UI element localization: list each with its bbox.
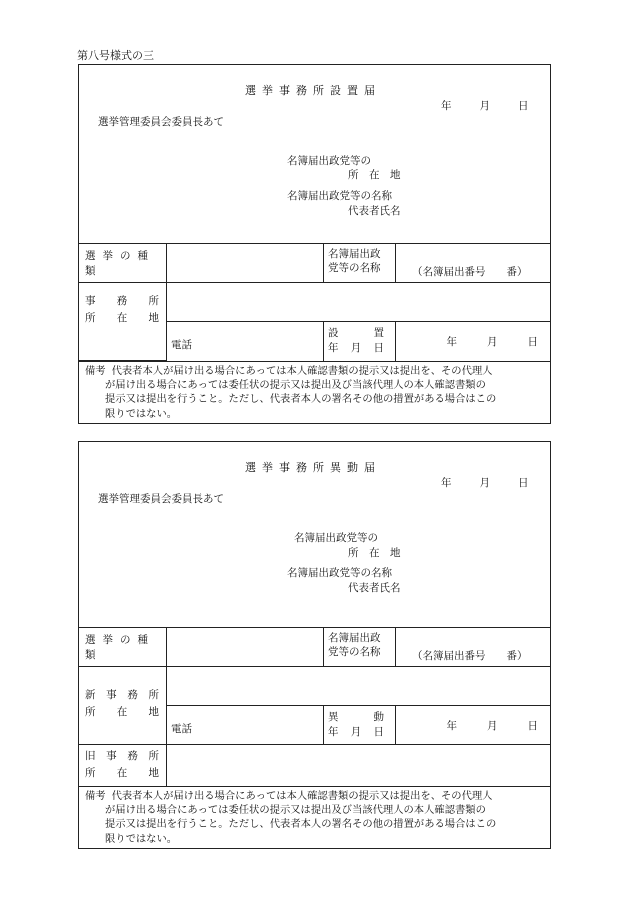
office-establishment-form: [78, 64, 551, 424]
date-year: 年: [441, 100, 452, 112]
party-address-label-2: 所 在 地: [348, 169, 401, 181]
office-address-label: 事 務 所 所 在 地: [79, 283, 167, 361]
election-type-label: 選挙の種類: [79, 244, 167, 283]
party-address-label-2: 所 在 地: [348, 547, 401, 559]
party-name-field[interactable]: [396, 244, 550, 283]
election-type-field[interactable]: [167, 628, 324, 667]
establishment-date-label: 設 置 年 月 日: [324, 322, 396, 361]
phone-field[interactable]: 電話: [167, 322, 324, 361]
submission-date[interactable]: [441, 98, 557, 113]
election-type-field[interactable]: [167, 244, 324, 283]
phone-field[interactable]: 電話: [167, 706, 324, 745]
party-name-label: 名簿届出政党等の名称: [287, 567, 392, 579]
representative-label: 代表者氏名: [348, 582, 401, 594]
party-name-cell-label: 名簿届出政 党等の名称: [324, 628, 396, 667]
election-type-label: 選挙の種類: [79, 628, 167, 667]
old-office-address-label: 旧 事 務 所 所 在 地: [79, 745, 167, 786]
party-name-cell-label: 名簿届出政 党等の名称: [324, 244, 396, 283]
remarks: 備考 代表者本人が届け出る場合にあっては本人確認書類の提示又は提出を、その代理人 が届け出る場合にあっては委任状の提示又は提出及び当該代理人の本人確認書類の 提示又は提出を行うこと。ただし、代表者本人の署名その他の措置がある場合はこの 限りではない。: [79, 786, 550, 848]
remarks: 備考 代表者本人が届け出る場合にあっては本人確認書類の提示又は提出を、その代理人 が届け出る場合にあっては委任状の提示又は提出及び当該代理人の本人確認書類の 提示又は提出を行うこと。ただし、代表者本人の署名その他の措置がある場合はこの 限りではない。: [79, 361, 550, 423]
date-day: 日: [518, 100, 529, 112]
new-office-address-label: 新 事 務 所 所 在 地: [79, 667, 167, 745]
registration-number: （名簿届出番号 番）: [412, 266, 528, 278]
date-month: 月: [479, 100, 490, 112]
form-header: [79, 65, 550, 244]
submission-date[interactable]: 年 月 日: [441, 477, 529, 489]
old-office-address-field[interactable]: [167, 745, 550, 786]
form-header: [79, 442, 550, 628]
party-name-label: 名簿届出政党等の名称: [287, 190, 392, 202]
party-name-field[interactable]: [396, 628, 550, 667]
form-title: 選挙事務所設置届: [245, 84, 381, 97]
addressee: 選挙管理委員会委員長あて: [98, 493, 224, 505]
establishment-date-field[interactable]: 年 月 日: [446, 336, 538, 348]
form-number: 第八号様式の三: [77, 49, 154, 62]
change-date-field[interactable]: 年 月 日: [396, 706, 550, 745]
form-title: 選挙事務所異動届: [245, 461, 381, 474]
office-address-field[interactable]: [167, 283, 550, 322]
party-address-label: 名簿届出政党等の: [294, 532, 378, 544]
addressee: 選挙管理委員会委員長あて: [98, 116, 224, 128]
new-office-address-field[interactable]: [167, 667, 550, 706]
registration-number: （名簿届出番号 番）: [412, 650, 528, 662]
party-address-label: 名簿届出政党等の: [287, 155, 371, 167]
change-date-label: 異 動 年 月 日: [324, 706, 396, 745]
representative-label: 代表者氏名: [348, 205, 401, 217]
office-change-form: [78, 441, 551, 849]
